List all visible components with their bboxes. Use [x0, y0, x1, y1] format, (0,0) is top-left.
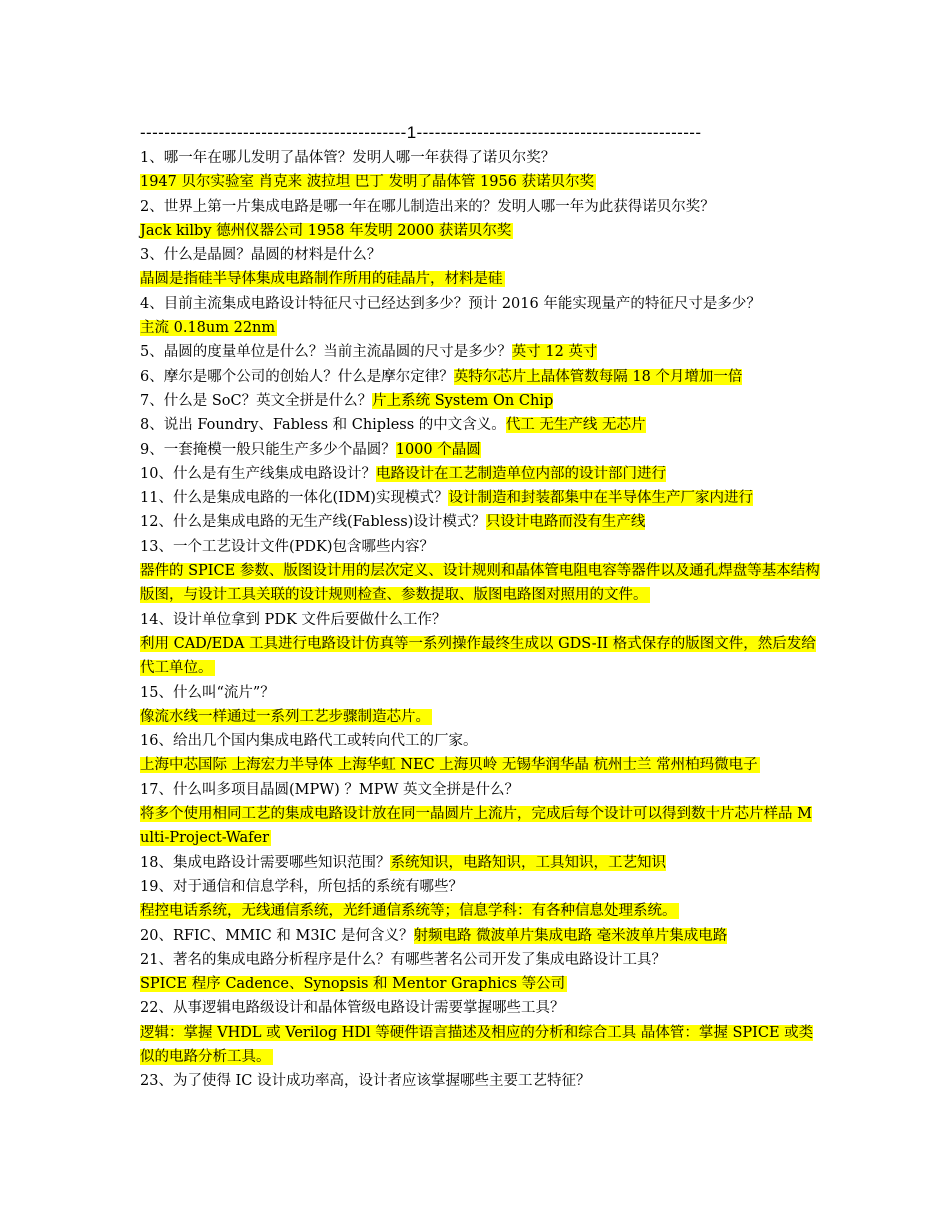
answer-17-text: 将多个使用相同工艺的集成电路设计放在同一晶圆片上流片，完成后每个设计可以得到数十片芯片样品 Multi-Project-Wafer [140, 806, 812, 847]
answer-17 [140, 802, 820, 851]
answer-7-text: 片上系统 System On Chip [372, 392, 554, 409]
answer-6-text: 英特尔芯片上晶体管数每隔 18 个月增加一倍 [453, 368, 743, 385]
answer-5-text: 英寸 12 英寸 [511, 344, 598, 361]
answer-13 [140, 559, 820, 608]
question-2: 2、世界上第一片集成电路是哪一年在哪儿制造出来的？发明人哪一年为此获得诺贝尔奖？ [140, 198, 715, 215]
answer-1-text: 1947 贝尔实验室 肖克来 波拉坦 巴丁 发明了晶体管 1956 获诺贝尔奖 [140, 174, 595, 191]
answer-3-text: 晶圆是指硅半导体集成电路制作所用的硅晶片，材料是硅 [140, 271, 503, 288]
page-divider: --------------------------------------------1----------------------------------------------- [140, 123, 702, 142]
question-7: 7、什么是 SoC？英文全拼是什么？ [140, 392, 373, 409]
question-1: 1、哪一年在哪儿发明了晶体管？发明人哪一年获得了诺贝尔奖？ [140, 150, 556, 166]
answer-14 [140, 632, 820, 681]
answer-21 [140, 972, 820, 996]
question-22: 22、从事逻辑电路级设计和晶体管级电路设计需要掌握哪些工具？ [140, 1000, 565, 1017]
answer-16 [140, 753, 820, 777]
answer-22 [140, 1021, 820, 1070]
answer-10-text: 电路设计在工艺制造单位内部的设计部门进行 [375, 465, 666, 482]
answer-3 [140, 267, 820, 291]
question-9: 9、一套掩模一般只能生产多少个晶圆？ [140, 441, 396, 458]
qa-5 [140, 340, 820, 364]
qa-9 [140, 438, 820, 462]
answer-8-text: 代工 无生产线 无芯片 [505, 417, 646, 434]
question-19: 19、对于通信和信息学科，所包括的系统有哪些？ [140, 878, 463, 895]
question-8: 8、说出 Foundry、Fabless 和 Chipless 的中文含义。 [140, 417, 506, 434]
question-13: 13、一个工艺设计文件(PDK)包含哪些内容？ [140, 538, 434, 555]
document-page [140, 120, 820, 1094]
qa-11 [140, 486, 820, 510]
answer-4 [140, 316, 820, 340]
answer-19-text: 程控电话系统，无线通信系统，光纤通信系统等；信息学科：有各种信息处理系统。 [140, 903, 677, 920]
qa-7 [140, 389, 820, 413]
answer-20-text: 射频电路 微波单片集成电路 毫米波单片集成电路 [413, 927, 728, 944]
answer-18-text: 系统知识，电路知识，工具知识，工艺知识 [390, 854, 666, 871]
answer-2 [140, 219, 820, 243]
qa-8 [140, 413, 820, 437]
question-23: 23、为了使得 IC 设计成功率高，设计者应该掌握哪些主要工艺特征？ [140, 1073, 591, 1090]
answer-15-text: 像流水线一样通过一系列工艺步骤制造芯片。 [140, 708, 430, 725]
qa-12 [140, 510, 820, 534]
question-20: 20、RFIC、MMIC 和 M3IC 是何含义？ [140, 927, 414, 944]
question-6: 6、摩尔是哪个公司的创始人？什么是摩尔定律？ [140, 368, 454, 385]
question-16: 16、给出几个国内集成电路代工或转向代工的厂家。 [140, 733, 478, 750]
answer-2-text: Jack kilby 德州仪器公司 1958 年发明 2000 获诺贝尔奖 [140, 222, 512, 239]
question-18: 18、集成电路设计需要哪些知识范围？ [140, 854, 391, 871]
answer-1 [140, 170, 820, 194]
question-17: 17、什么叫多项目晶圆(MPW) ？MPW 英文全拼是什么？ [140, 781, 519, 798]
qa-20 [140, 924, 820, 948]
answer-19 [140, 899, 820, 923]
answer-4-text: 主流 0.18um 22nm [140, 320, 276, 337]
answer-15 [140, 705, 820, 729]
answer-14-text: 利用 CAD/EDA 工具进行电路设计仿真等一系列操作最终生成以 GDS-II 格式保存的版图文件，然后发给代工单位。 [140, 635, 816, 677]
answer-11-text: 设计制造和封装都集中在半导体生产厂家内进行 [448, 490, 753, 507]
question-12: 12、什么是集成电路的无生产线(Fabless)设计模式？ [140, 514, 486, 531]
answer-21-text: SPICE 程序 Cadence、Synopsis 和 Mentor Graphics 等公司 [140, 976, 566, 993]
qa-10 [140, 462, 820, 486]
answer-9-text: 1000 个晶圆 [395, 441, 481, 458]
question-10: 10、什么是有生产线集成电路设计？ [140, 465, 376, 482]
answer-16-text: 上海中芯国际 上海宏力半导体 上海华虹 NEC 上海贝岭 无锡华润华晶 杭州士兰 常州柏玛微电子 [140, 757, 758, 774]
qa-18 [140, 851, 820, 875]
question-14: 14、设计单位拿到 PDK 文件后要做什么工作？ [140, 611, 447, 628]
qa-6 [140, 365, 820, 389]
question-11: 11、什么是集成电路的一体化(IDM)实现模式？ [140, 490, 449, 507]
answer-12-text: 只设计电路而没有生产线 [485, 514, 646, 531]
answer-13-text: 器件的 SPICE 参数、版图设计用的层次定义、设计规则和晶体管电阻电容等器件以及通孔焊盘等基本结构版图，与设计工具关联的设计规则检查、参数提取、版图电路图对照用的文件。 [140, 563, 820, 604]
question-3: 3、什么是晶圆？晶圆的材料是什么？ [140, 247, 382, 264]
question-4: 4、目前主流集成电路设计特征尺寸已经达到多少？预计 2016 年能实现量产的特征尺寸是多少？ [140, 295, 761, 312]
question-21: 21、著名的集成电路分析程序是什么？有哪些著名公司开发了集成电路设计工具？ [140, 951, 666, 968]
question-5: 5、晶圆的度量单位是什么？当前主流晶圆的尺寸是多少？ [140, 344, 512, 361]
answer-22-text: 逻辑：掌握 VHDL 或 Verilog HDl 等硬件语言描述及相应的分析和综合工具 晶体管：掌握 SPICE 或类似的电路分析工具。 [140, 1024, 814, 1065]
question-15: 15、什么叫“流片”？ [140, 684, 275, 701]
